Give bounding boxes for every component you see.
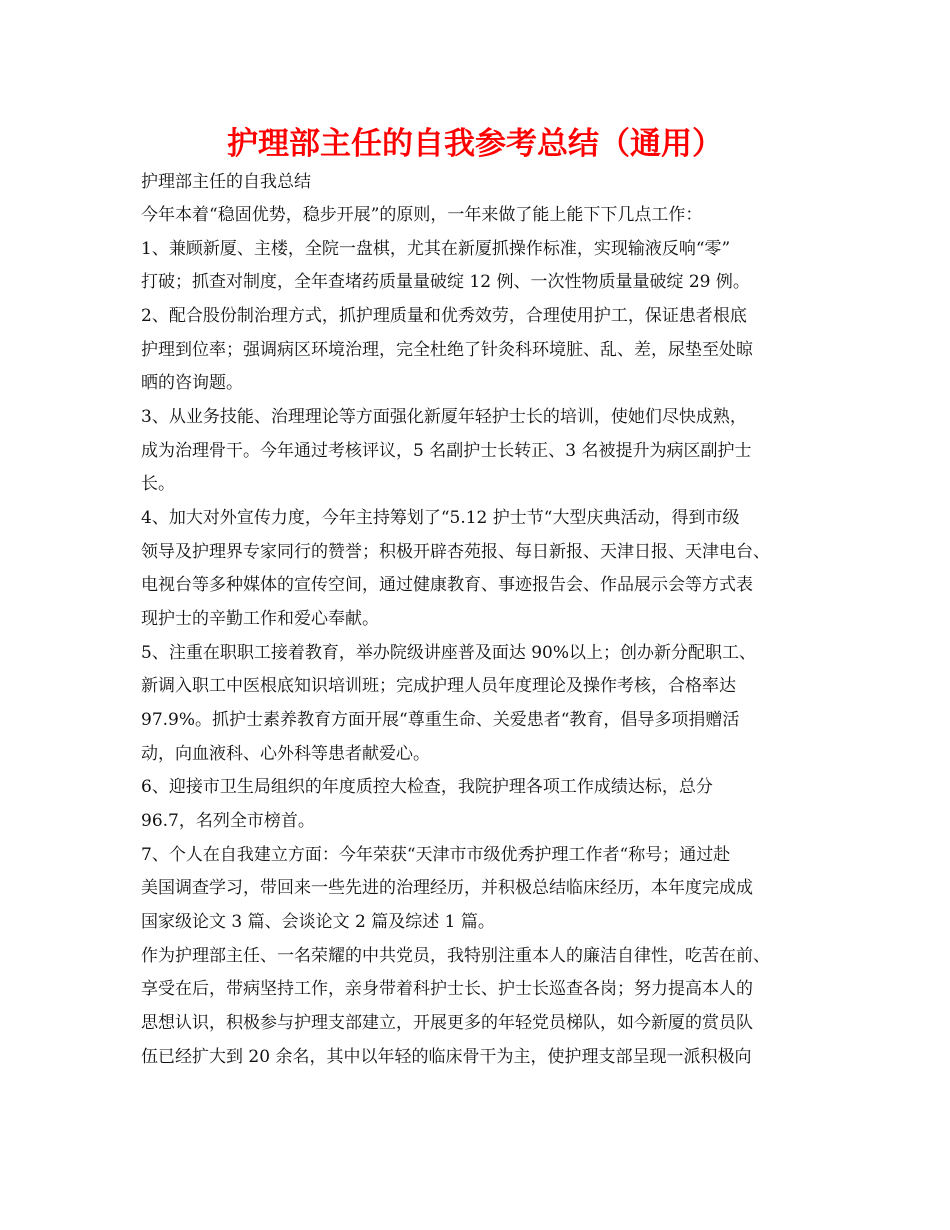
doc-line: 领导及护理界专家同行的赞誉；积极开辟杏苑报、每日新报、天津日报、天津电台、 [141,542,770,562]
doc-line: 作为护理部主任、一名荣耀的中共党员，我特别注重本人的廉洁自律性，吃苦在前、 [141,946,770,966]
doc-line: 伍已经扩大到 20 余名，其中以年轻的临床骨干为主，使护理支部呈现一派积极向 [141,1047,752,1067]
doc-line: 3、从业务技能、治理理论等方面强化新厦年轻护士长的培训，使她们尽快成熟， [141,407,747,427]
doc-line: 打破；抓查对制度，全年查堵药质量量破绽 12 例、一次性物质量量破绽 29 例。 [141,272,750,292]
doc-line: 思想认识，积极参与护理支部建立，开展更多的年轻党员梯队，如今新厦的赏员队 [141,1013,753,1033]
doc-line: 新调入职工中医根底知识培训班；完成护理人员年度理论及操作考核，合格率达 [141,676,736,696]
doc-line: 7、个人在自我建立方面：今年荣获“天津市市级优秀护理工作者“称号；通过赴 [141,845,731,865]
doc-line: 美国调查学习，带回来一些先进的治理经历，并积极总结临床经历，本年度完成成 [141,878,753,898]
document-title: 护理部主任的自我参考总结（通用） [227,126,723,162]
doc-line: 国家级论文 3 篇、会谈论文 2 篇及综述 1 篇。 [141,912,495,932]
doc-line: 5、注重在职职工接着教育，举办院级讲座普及面达 90%以上；创办新分配职工、 [141,643,757,663]
doc-line: 4、加大对外宣传力度，今年主持筹划了“5.12 护士节“大型庆典活动，得到市级 [141,508,740,528]
doc-line: 现护士的辛勤工作和爱心奉献。 [141,609,379,629]
doc-line: 96.7，名列全市榜首。 [141,811,315,831]
doc-line: 享受在后，带病坚持工作，亲身带着科护士长、护士长巡查各岗；努力提高本人的 [141,979,753,999]
doc-line-subtitle: 护理部主任的自我总结 [141,172,311,192]
doc-line: 电视台等多种媒体的宣传空间，通过健康教育、事迹报告会、作品展示会等方式表 [141,575,753,595]
doc-line: 97.9%。抓护士素养教育方面开展“尊重生命、关爱患者“教育，倡导多项捐赠活 [141,710,740,730]
doc-line: 1、兼顾新厦、主楼，全院一盘棋，尤其在新厦抓操作标准，实现输液反响“零” [141,239,731,259]
doc-line: 成为治理骨干。今年通过考核评议，5 名副护士长转正、3 名被提升为病区副护士 [141,441,752,461]
doc-line: 长。 [141,474,175,494]
doc-line: 今年本着“稳固优势，稳步开展”的原则，一年来做了能上能下下几点工作： [141,205,703,225]
doc-line: 动，向血液科、心外科等患者献爱心。 [141,744,430,764]
doc-line: 6、迎接市卫生局组织的年度质控大检查，我院护理各项工作成绩达标，总分 [141,777,713,797]
doc-line: 2、配合股份制治理方式，抓护理质量和优秀效劳，合理使用护工，保证患者根底 [141,306,747,326]
doc-line: 护理到位率；强调病区环境治理，完全杜绝了针灸科环境脏、乱、差，尿垫至处晾 [141,340,753,360]
doc-line: 晒的咨询题。 [141,373,243,393]
